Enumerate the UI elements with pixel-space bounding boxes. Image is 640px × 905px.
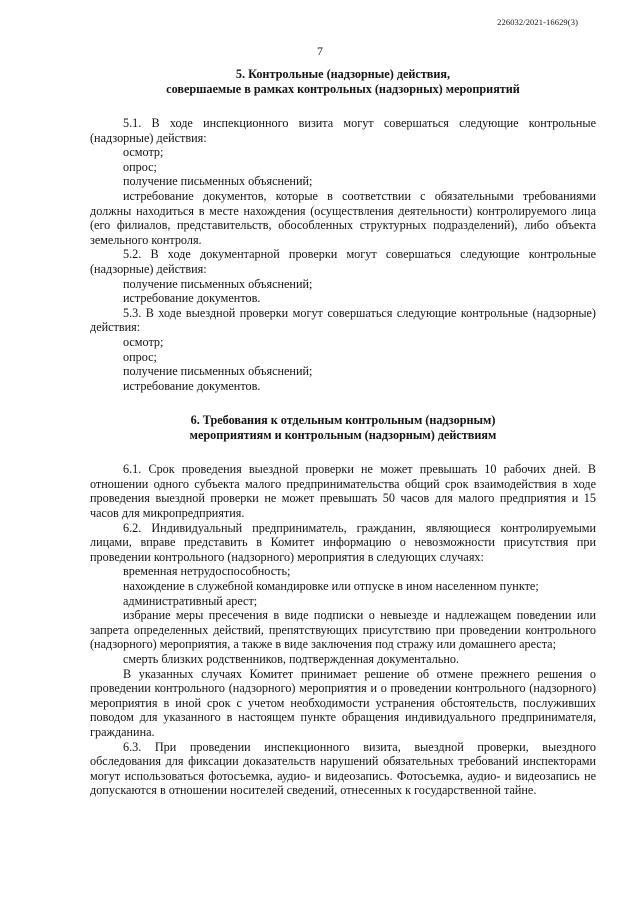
paragraph-6-3: 6.3. При проведении инспекционного визита, выездной проверки, выездного обследования для фиксации доказательств нарушений обязательных требований инспекторами могут использоваться фотосъемка, аудио- и видеозапись. Фотосъемка, аудио- и видеозапись не допускаются в отношении носителей сведений, отнесенных к государственной тайне. bbox=[90, 739, 596, 798]
document-number: 226032/2021-16629(3) bbox=[497, 17, 578, 27]
paragraph-6-2-decision: В указанных случаях Комитет принимает решение об отмене прежнего решения о проведении контрольного (надзорного) мероприятия и о проведении контрольного (надзорного) мероприятия в иной срок с учетом необходимости устранения обстоятельств, послуживших поводом для указанного в настоящем пункте обращения индивидуального предпринимателя, гражданина. bbox=[90, 666, 596, 739]
list-item: осмотр; bbox=[123, 145, 164, 160]
page-content bbox=[90, 67, 596, 798]
section-6-title-line-2: мероприятиям и контрольным (надзорным) действиям bbox=[189, 428, 497, 443]
section-6-heading bbox=[90, 413, 596, 443]
list-item: опрос; bbox=[123, 349, 157, 364]
paragraph-5-1-documents: истребование документов, которые в соответствии с обязательными требованиями должны находиться в месте нахождения (осуществления деятельности) контролируемого лица (его филиалов, представительств, обособленных структурных подразделений), либо объекта земельного контроля. bbox=[90, 188, 596, 247]
list-item: смерть близких родственников, подтвержденная документально. bbox=[123, 652, 459, 666]
list-item: получение письменных объяснений; bbox=[123, 276, 313, 291]
section-6-title-line-1: 6. Требования к отдельным контрольным (надзорным) bbox=[190, 413, 496, 428]
list-item: истребование документов. bbox=[123, 291, 261, 306]
list-item: опрос; bbox=[123, 159, 157, 174]
list-item: временная нетрудоспособность; bbox=[123, 564, 291, 579]
list-item: осмотр; bbox=[123, 334, 164, 349]
section-5-heading bbox=[90, 67, 596, 97]
paragraph-5-3: 5.3. В ходе выездной проверки могут совершаться следующие контрольные (надзорные) действия: bbox=[90, 305, 596, 335]
list-item: получение письменных объяснений; bbox=[123, 364, 313, 379]
list-item: административный арест; bbox=[123, 593, 258, 608]
section-5-title-line-1: 5. Контрольные (надзорные) действия, bbox=[235, 67, 451, 81]
list-item: получение письменных объяснений; bbox=[123, 174, 313, 189]
paragraph-6-2-measure: избрание меры пресечения в виде подписки о невыезде и надлежащем поведении или запрета определенных действий, препятствующих присутствию при проведении контрольного (надзорного) мероприятия, а также в виде заключения под стражу или домашнего ареста; bbox=[90, 608, 596, 652]
paragraph-5-2: 5.2. В ходе документарной проверки могут совершаться следующие контрольные (надзорные) действия: bbox=[90, 247, 596, 276]
section-5-title-line-2: совершаемые в рамках контрольных (надзорных) мероприятий bbox=[166, 82, 520, 96]
paragraph-6-2: 6.2. Индивидуальный предприниматель, гражданин, являющиеся контролируемыми лицами, вправе представить в Комитет информацию о невозможности присутствия при проведении контрольного (надзорного) мероприятия в следующих случаях: bbox=[90, 520, 596, 564]
paragraph-6-1: 6.1. Срок проведения выездной проверки не может превышать 10 рабочих дней. В отношении одного субъекта малого предпринимательства общий срок взаимодействия в ходе проведения выездной проверки не может превышать 50 часов для малого предприятия и 15 часов для микропредприятия. bbox=[90, 462, 596, 521]
list-item: истребование документов. bbox=[123, 378, 261, 393]
page-number: 7 bbox=[317, 44, 323, 58]
list-item: нахождение в служебной командировке или отпуске в ином населенном пункте; bbox=[123, 579, 539, 594]
paragraph-5-1: 5.1. В ходе инспекционного визита могут совершаться следующие контрольные (надзорные) действия: bbox=[90, 116, 596, 145]
